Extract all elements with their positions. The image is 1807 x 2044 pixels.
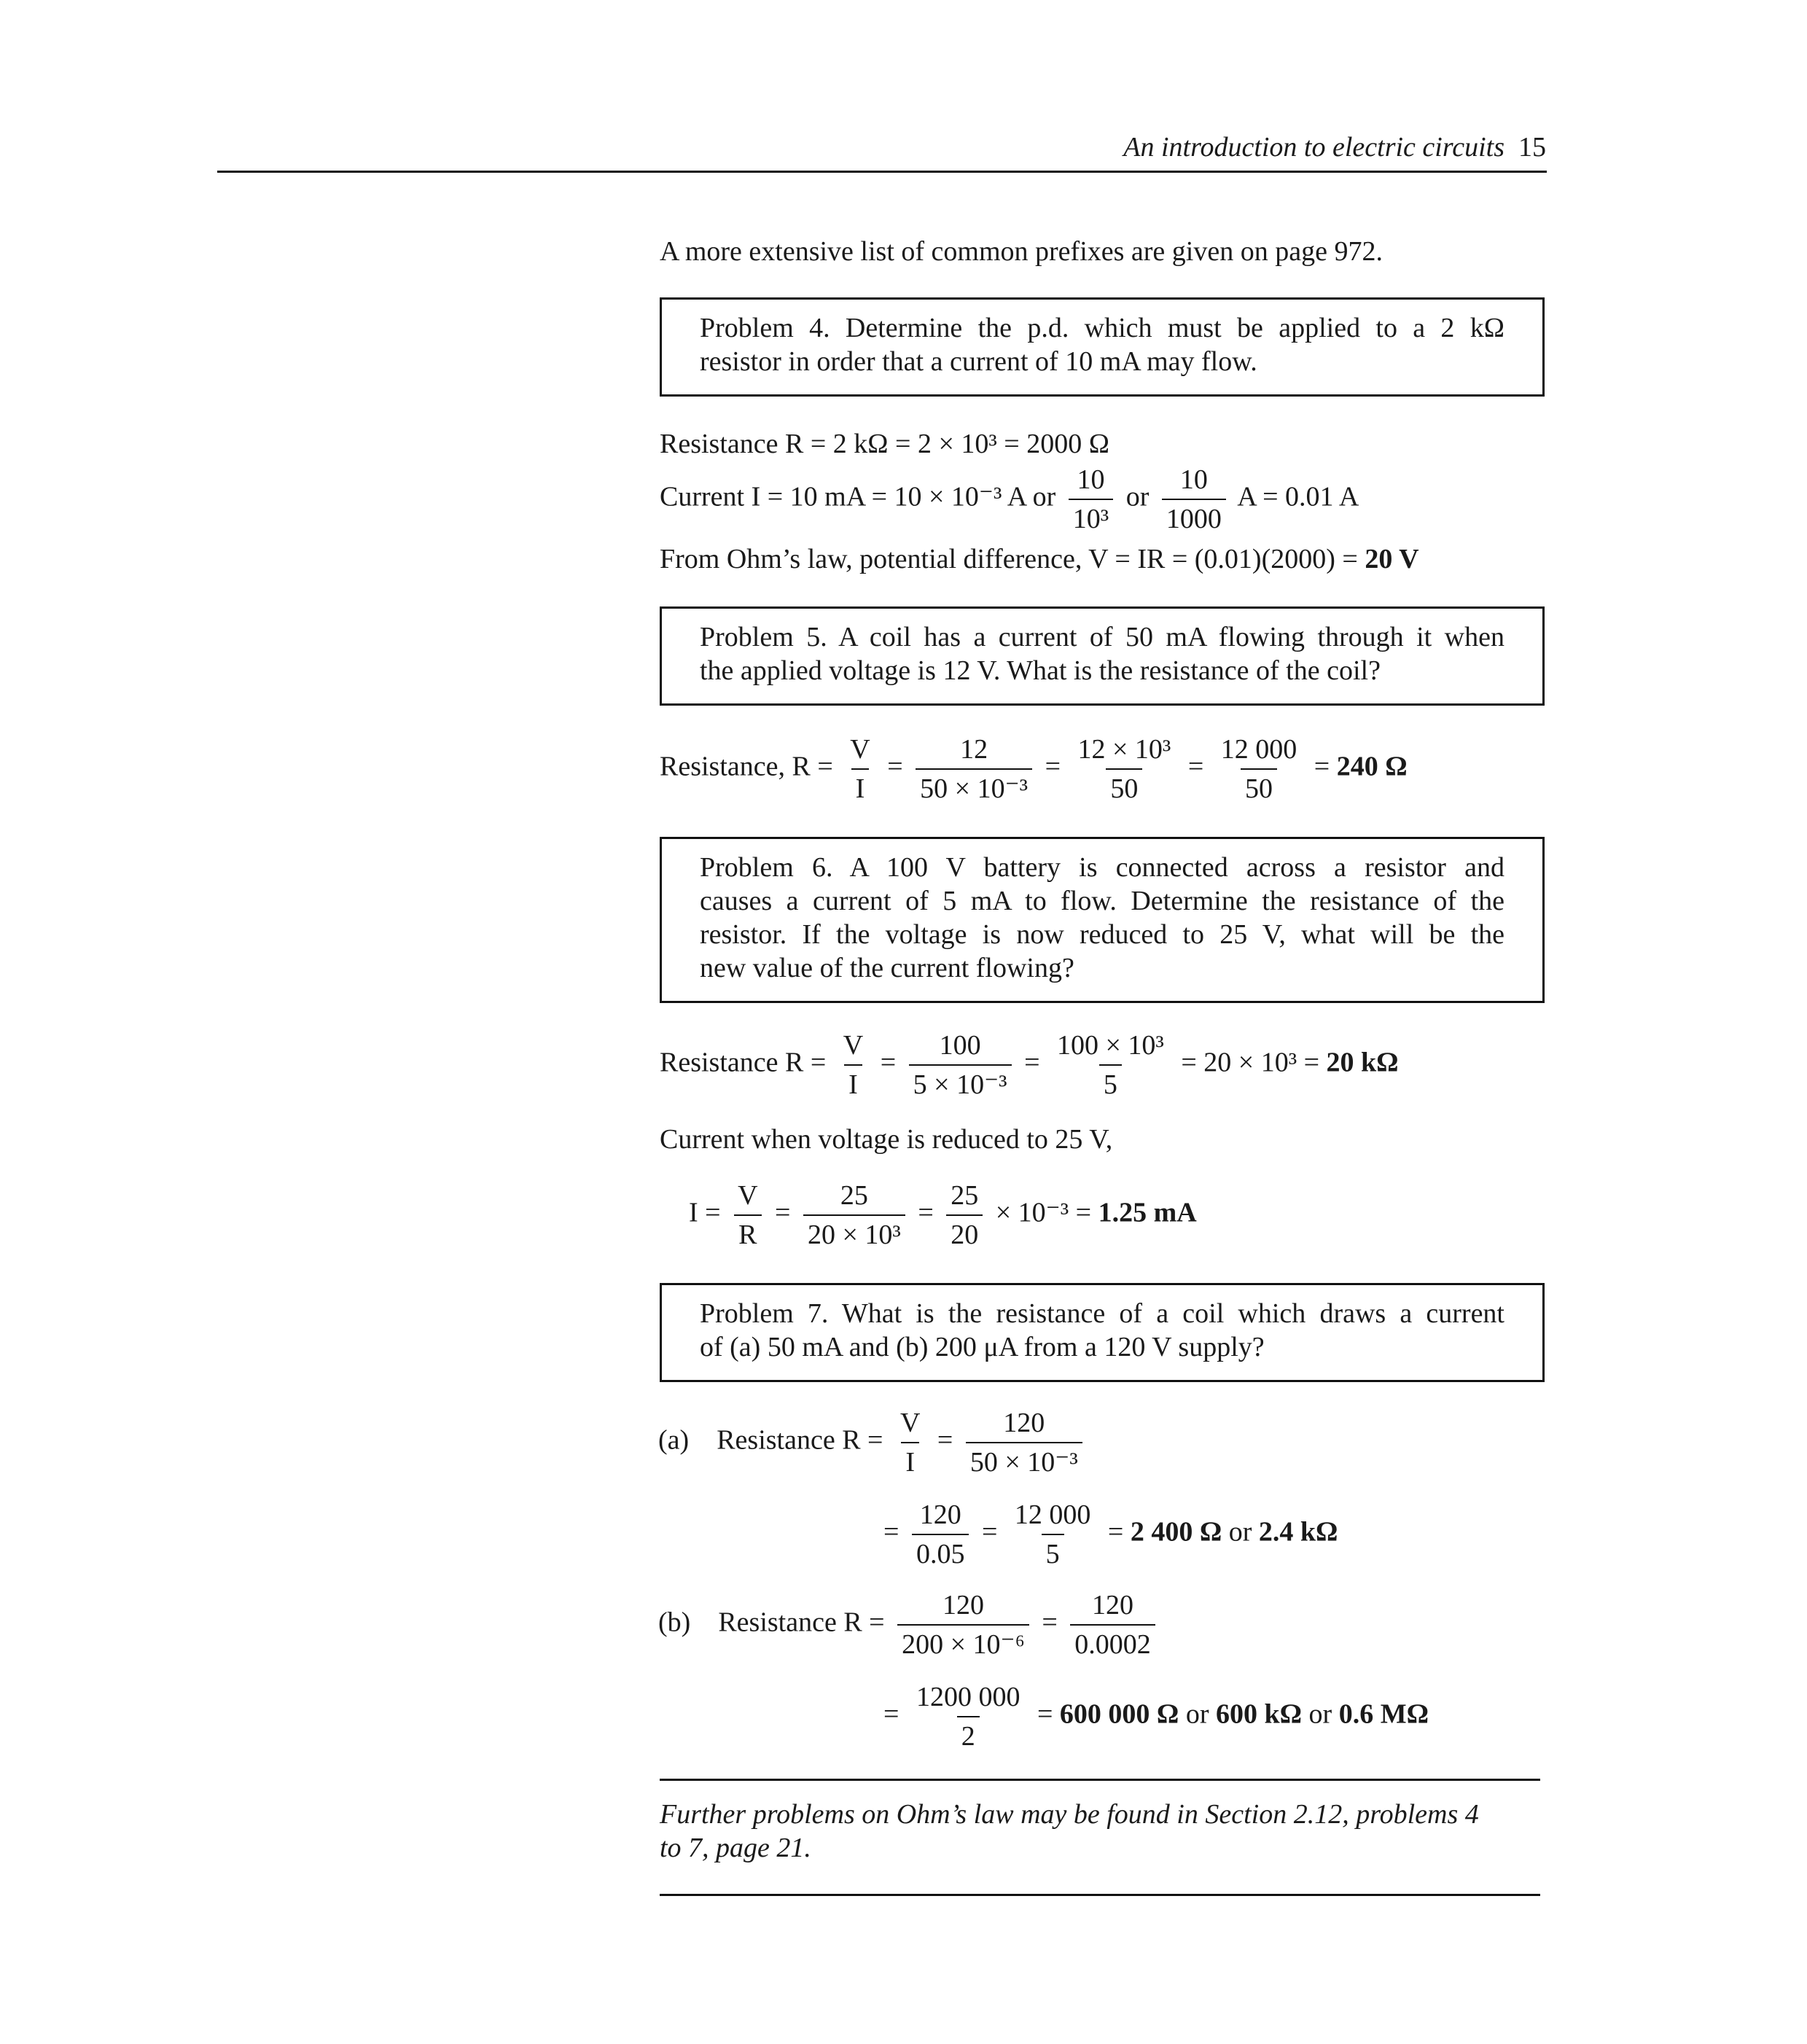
p4-current-prefix: Current I = 10 mA = 10 × 10⁻³ A or	[660, 481, 1056, 512]
p5-fd-num: 12 000	[1220, 734, 1297, 765]
problem-5-box	[660, 606, 1545, 706]
p5-fb-den: 50 × 10⁻³	[916, 768, 1032, 805]
p4-current-suffix: A = 0.01 A	[1237, 481, 1359, 512]
p6-gb-num: 25	[840, 1180, 868, 1211]
problem-6-line-3: resistor. If the voltage is now reduced to 25 V, what will be the	[700, 919, 1504, 950]
problem-5-line-1: Problem 5. A coil has a current of 50 mA flowing through it when	[700, 622, 1504, 652]
p7-a3-den: 0.05	[912, 1534, 969, 1570]
further-line-2: to 7, page 21.	[660, 1833, 811, 1863]
problem-6-box	[660, 837, 1545, 1003]
p5-fraction-a	[846, 733, 874, 805]
p7-a-answer-1: 2 400 Ω	[1130, 1516, 1222, 1548]
p7-b2-den: 0.0002	[1070, 1624, 1155, 1661]
p7-a-fraction-2	[966, 1407, 1082, 1478]
problem-7-box	[660, 1283, 1545, 1382]
p6-fa-num: V	[843, 1030, 864, 1061]
problem-5-line-2: the applied voltage is 12 V. What is the resistance of the coil?	[700, 655, 1381, 686]
problem-6-line-4: new value of the current flowing?	[700, 953, 1074, 983]
p7-b-or-1: or	[1185, 1698, 1209, 1730]
p7-a-equation: (a) Resistance R = $\frac{V}{I}$ = $\frac{120}{\text{50 × 10⁻³}}$	[658, 1407, 1088, 1478]
p7-b-fraction-3	[912, 1681, 1025, 1752]
p6-tail: = 20 × 10³ =	[1181, 1047, 1320, 1078]
p4-f1-num: 10	[1077, 464, 1105, 495]
p4-or: or	[1125, 481, 1150, 512]
p7-b2-num: 120	[1092, 1590, 1134, 1620]
p6-fb-den: 5 × 10⁻³	[909, 1064, 1012, 1101]
p4-fraction-2	[1162, 464, 1226, 535]
p7-b-fraction-2	[1070, 1589, 1155, 1661]
p7-a-or: or	[1228, 1516, 1252, 1548]
p5-equation: Resistance, R = $\frac{V}{I}$ = $\frac{12}{\text{50 × 10⁻³}}$ = $\frac{\text{12 × 10³}}{50}$ = $\frac{12 000}{50}$ = 240 Ω	[660, 734, 1408, 804]
p7-b-equation: (b) Resistance R = $\frac{120}{\text{200 × 10⁻⁶}}$ = $\frac{120}{0.0002}$	[658, 1589, 1161, 1661]
p6-fraction-g1	[733, 1179, 762, 1251]
p7-a1-den: I	[901, 1442, 919, 1478]
p6-ga-den: R	[734, 1214, 761, 1251]
p5-fraction-d	[1217, 733, 1302, 805]
p5-fb-num: 12	[960, 734, 988, 765]
p4-ohm-line	[660, 541, 1419, 577]
p6-answer-i: 1.25 mA	[1098, 1197, 1197, 1228]
p6-current-equation: I = $\frac{V}{R}$ = $\frac{25}{\text{20 × 10³}}$ = $\frac{25}{20}$ × 10⁻³ = 1.25 mA	[689, 1180, 1197, 1250]
p6-gb-den: 20 × 10³	[803, 1214, 905, 1251]
p7-a4-num: 12 000	[1014, 1499, 1091, 1530]
page-number: 15	[1518, 132, 1546, 163]
p6-gc-num: 25	[951, 1180, 979, 1211]
p4-current-line	[660, 464, 1359, 535]
p6-i-lhs: I =	[689, 1197, 721, 1228]
p7-b-lhs: Resistance R =	[718, 1607, 885, 1638]
p4-answer: 20 V	[1365, 544, 1419, 574]
p7-b-or-2: or	[1308, 1698, 1332, 1730]
problem-6-line-1: Problem 6. A 100 V battery is connected across a resistor and	[700, 852, 1504, 883]
p7-b-answer-1: 600 000 Ω	[1059, 1698, 1179, 1730]
p7-b-answer-2: 600 kΩ	[1215, 1698, 1303, 1730]
problem-4-line-1: Problem 4. Determine the p.d. which must be applied to a 2 kΩ	[700, 313, 1504, 343]
p4-fraction-1	[1069, 464, 1113, 535]
p4-f2-den: 1000	[1162, 499, 1226, 535]
further-top-rule	[660, 1779, 1540, 1781]
problem-6-line-2: causes a current of 5 mA to flow. Determine the resistance of the	[700, 886, 1504, 916]
p6-fraction-c	[1053, 1029, 1168, 1101]
problem-7-line-1: Problem 7. What is the resistance of a coil which draws a current	[700, 1298, 1504, 1329]
header-rule	[217, 171, 1547, 173]
running-title: An introduction to electric circuits	[1123, 132, 1504, 163]
p4-resistance-line: Resistance R = 2 kΩ = 2 × 10³ = 2000 Ω	[660, 429, 1109, 459]
p7-a4-den: 5	[1042, 1534, 1064, 1570]
p7-b-fraction-1	[897, 1589, 1029, 1661]
p6-fc-num: 100 × 10³	[1057, 1030, 1164, 1061]
p7-b-label: (b)	[658, 1607, 691, 1638]
p6-answer-r: 20 kΩ	[1326, 1047, 1399, 1078]
p5-fc-num: 12 × 10³	[1077, 734, 1171, 765]
p7-b3-num: 1200 000	[916, 1682, 1020, 1712]
p6-ga-num: V	[738, 1180, 758, 1211]
p7-b1-den: 200 × 10⁻⁶	[897, 1624, 1029, 1661]
p7-a-answer-2: 2.4 kΩ	[1258, 1516, 1338, 1548]
p5-fd-den: 50	[1241, 768, 1277, 805]
p7-a-fraction-4	[1010, 1499, 1096, 1570]
intro-text: A more extensive list of common prefixes are given on page 972.	[660, 236, 1383, 267]
p4-ohm-prefix: From Ohm’s law, potential difference, V = IR = (0.01)(2000) =	[660, 544, 1358, 574]
problem-4-box	[660, 297, 1545, 397]
p7-b3-den: 2	[957, 1716, 980, 1752]
p6-gc-den: 20	[946, 1214, 983, 1251]
p6-fa-den: I	[844, 1064, 862, 1101]
p5-lhs: Resistance, R =	[660, 751, 833, 782]
further-problems-note	[660, 1798, 1540, 1865]
p7-b-answer-3: 0.6 MΩ	[1338, 1698, 1429, 1730]
p4-f2-num: 10	[1179, 464, 1208, 495]
p5-answer: 240 Ω	[1336, 751, 1408, 782]
p7-b1-num: 120	[942, 1590, 984, 1620]
further-bottom-rule	[660, 1894, 1540, 1896]
p5-fc-den: 50	[1106, 768, 1142, 805]
p7-a2-den: 50 × 10⁻³	[966, 1442, 1082, 1478]
problem-7-line-2: of (a) 50 mA and (b) 200 μA from a 120 V supply?	[700, 1332, 1265, 1362]
p5-fraction-b	[916, 733, 1032, 805]
p7-b-continuation: = $\frac{1200 000}{2}$ = 600 000 Ω or 600 kΩ or 0.6 MΩ	[883, 1682, 1429, 1752]
running-head	[1123, 131, 1546, 163]
p7-a-label: (a)	[658, 1424, 690, 1456]
p7-a-continuation: = $\frac{120}{0.05}$ = $\frac{12 000}{5}$ = 2 400 Ω or 2.4 kΩ	[883, 1499, 1338, 1569]
p5-fraction-c	[1074, 733, 1176, 805]
p7-a-fraction-1	[896, 1407, 924, 1478]
further-line-1: Further problems on Ohm’s law may be found in Section 2.12, problems 4	[660, 1799, 1479, 1830]
p6-g-tail: × 10⁻³ =	[995, 1197, 1092, 1228]
problem-4-line-2: resistor in order that a current of 10 mA may flow.	[700, 346, 1257, 377]
p7-a2-num: 120	[1003, 1408, 1045, 1438]
p7-a1-num: V	[899, 1408, 921, 1438]
p5-fa-num: V	[850, 734, 870, 765]
p6-fraction-g3	[946, 1179, 983, 1251]
p6-resistance-equation: Resistance R = $\frac{V}{I}$ = $\frac{100}{\text{5 × 10⁻³}}$ = $\frac{\text{100 × 10³}}{5}$ = 20 × 10³ = 20 kΩ	[660, 1030, 1399, 1100]
p7-a-fraction-3	[912, 1499, 969, 1570]
p6-fb-num: 100	[939, 1030, 981, 1061]
p6-fraction-b	[909, 1029, 1012, 1101]
p7-a3-num: 120	[919, 1499, 961, 1530]
p4-f1-den: 10³	[1069, 499, 1113, 535]
p6-lhs: Resistance R =	[660, 1047, 827, 1078]
p6-fc-den: 5	[1099, 1064, 1122, 1101]
p5-fa-den: I	[851, 768, 870, 805]
p6-fraction-a	[839, 1029, 867, 1101]
p7-a-lhs: Resistance R =	[717, 1424, 883, 1456]
p6-fraction-g2	[803, 1179, 905, 1251]
p6-current-text: Current when voltage is reduced to 25 V,	[660, 1124, 1113, 1155]
